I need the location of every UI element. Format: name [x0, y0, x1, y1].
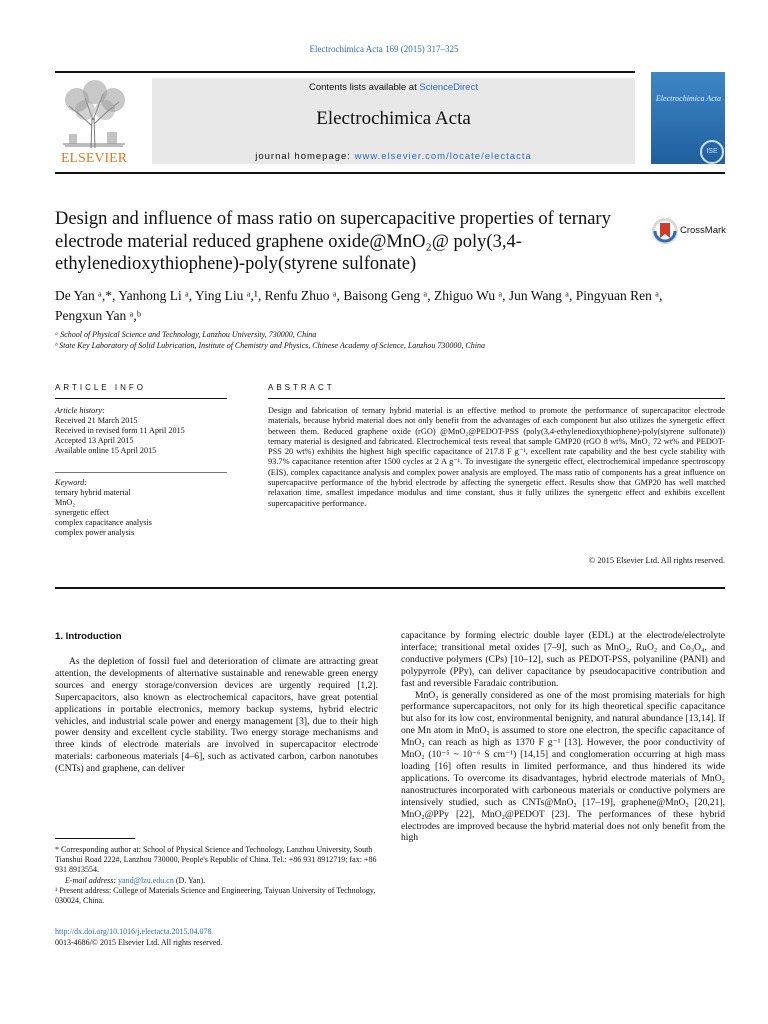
- affiliation-b: ᵇ State Key Laboratory of Solid Lubrication, Institute of Chemistry and Physics, Chinese Academy of Science, Lanzhou 730000, China: [55, 341, 485, 350]
- email-note: [55, 876, 380, 886]
- present-address-note: ¹ Present address: College of Materials Science and Engineering, Taiyuan University of Technology, 030024, China.: [55, 885, 376, 906]
- body-column-left: [55, 656, 378, 775]
- body-separator-rule: [55, 587, 725, 589]
- article-info-heading: ARTICLE INFO: [55, 383, 146, 392]
- doi-block: [55, 927, 222, 948]
- footnotes: [55, 845, 380, 906]
- sciencedirect-link[interactable]: ScienceDirect: [419, 82, 478, 93]
- email-suffix: (D. Yan).: [175, 875, 206, 885]
- elsevier-logo: [55, 78, 133, 164]
- history-item: Available online 15 April 2015: [55, 446, 157, 455]
- abstract-text: Design and fabrication of ternary hybrid material is an effective method to promote the performance of supercapacitor electrode materials, because hybrid material does not only benefit from the advantages of each component but also utilizes the synergetic effect between them. Reduced graphene oxide (rGO) @MnO₂@PEDOT-PSS (poly(3,4-ethylenedioxythiophene)-poly(styrene sulfonate)) ternary material is designed and fabricated. Electrochemical tests reveal that sample GMP20 (rGO 8 wt%, MnO₂ 72 wt% and PEDOT-PSS 20 wt%) exhibits the highest high specific capacitance of 217.8 F g⁻¹, excellent rate capability and the best cycle stability with 93.7% capacitance retention after 1500 cycles at 2 A g⁻¹. To investigate the synergetic effect, electrochemical impedance spectroscopy (EIS), complex capacitance analysis and complex power analysis are employed. The mass ratio of components has a great influence on supercapacitve performance of the hybrid electrode by affecting the synergetic effect. Results show that GMP20 has well matched relaxation time, smallest impedance modulus and time constant, thus it fully utilizes the synergetic effect and exhibits excellent supercapacitive performance.: [268, 406, 725, 508]
- journal-title: Electrochimica Acta: [316, 108, 471, 129]
- history-item: Accepted 13 April 2015: [55, 436, 134, 445]
- intro-paragraph: As the depletion of fossil fuel and deterioration of climate are attracting great attention, the developments of alternative sustainable and renewable green energy sources and energy storage/conversion devices are urgently required [1,2]. Supercapacitors, also known as electrochemical capacitors, have great potential applications in portable electronics, memory backup systems, hybrid electric vehicles, and industrial scale power and energy management [3], due to their high power density and excellent cycle stability. Two energy storage mechanisms and three kinds of electrode materials are involved in supercapacitor electrode materials: carboneous materials [4–6], such as activated carbon, carbon nanotubes (CNTs) and graphene, can deliver: [55, 656, 378, 775]
- email-link[interactable]: yand@lzu.edu.cn: [118, 875, 174, 885]
- intro-paragraph: capacitance by forming electric double layer (EDL) at the electrode/electrolyte interface; transitional metal oxides [7–9], such as MnO₂, RuO₂ and Co₃O₄, and conductive polymers (CPs) [10–12], such as PEDOT-PSS, polyaniline (PANI) and polypyrrole (PPy), can deliver capacitance by pseudocapacitive contribution and fast and reversible Faradaic contribution.: [401, 630, 725, 689]
- keyword-item: MnO₂: [55, 498, 76, 507]
- abstract-copyright: © 2015 Elsevier Ltd. All rights reserved.: [588, 556, 725, 565]
- homepage-line: [152, 151, 635, 162]
- keyword-item: ternary hybrid material: [55, 488, 131, 497]
- author-list: De Yan ᵃ,*, Yanhong Li ᵃ, Ying Liu ᵃ,¹, Renfu Zhuo ᵃ, Baisong Geng ᵃ, Zhiguo Wu ᵃ, Jun Wang ᵃ, Pingyuan Ren ᵃ, Pengxun Yan ᵃ,ᵇ: [55, 288, 663, 323]
- crossmark-label[interactable]: CrossMark: [680, 225, 726, 236]
- contents-line: [152, 82, 635, 93]
- email-label: E-mail address:: [65, 875, 117, 885]
- journal-reference[interactable]: Electrochimica Acta 169 (2015) 317–325: [309, 44, 459, 54]
- doi-link[interactable]: http://dx.doi.org/10.1016/j.electacta.2015.04.078: [55, 927, 212, 936]
- abstract-heading: ABSTRACT: [268, 383, 335, 392]
- header-bottom-rule: [55, 172, 725, 174]
- homepage-prefix: journal homepage:: [255, 151, 355, 162]
- affiliations: [55, 329, 675, 351]
- abstract-rule: [268, 398, 725, 399]
- corresponding-author-note: * Corresponding author at: School of Physical Science and Technology, Lanzhou University, South Tianshui Road 222#, Lanzhou 730000, People's Republic of China. Tel.: +86 931 8912719; fax: +86 931 8913554.: [55, 845, 377, 875]
- keywords-rule: [55, 472, 227, 473]
- crossmark-icon[interactable]: [651, 216, 679, 251]
- keyword-item: complex capacitance analysis: [55, 518, 152, 527]
- body-column-right: [401, 630, 725, 844]
- keywords-label: Keyword:: [55, 478, 87, 487]
- article-info-rule: [55, 398, 227, 399]
- svg-text:ELSEVIER: ELSEVIER: [60, 151, 128, 164]
- keyword-list: [55, 478, 227, 538]
- cover-title: Electrochimica Acta: [655, 94, 721, 103]
- section-heading-introduction: 1. Introduction: [55, 631, 122, 642]
- header-top-rule: [55, 71, 635, 73]
- history-label: Article history:: [55, 406, 105, 415]
- affiliation-a: ᵃ School of Physical Science and Technology, Lanzhou University, 730000, China: [55, 330, 317, 339]
- cover-badge: ISE: [700, 140, 724, 164]
- history-item: Received in revised form 11 April 2015: [55, 426, 185, 435]
- keyword-item: complex power analysis: [55, 528, 135, 537]
- intro-paragraph: MnO₂ is generally considered as one of the most promising materials for high performance supercapacitors, not only for its high theoretical specific capacitance but also for its low cost, environmental benignity, and natural abundance [13,14]. If one Mn atom in MnO₂ is assumed to store one electron, the specific capacitance of MnO₂ can reach as high as 1370 F g⁻¹ [13]. However, the poor conductivity of MnO₂ (10⁻⁵ ~ 10⁻⁶ S cm⁻¹) [14,15] and conglomeration occurring at high mass loading [16] often results in limited performance, and thus hindered its wide applications. To overcome its disadvantages, hybrid electrode materials of MnO₂ nanostructures incorporated with carboneous materials or conductive polymers are intensively studied, such as CNTs@MnO₂ [17–19], graphene@MnO₂ [20,21], MnO₂@PPy [22], MnO₂@PEDOT [23]. The performances of these hybrid electrodes are improved because the hybrid material does not only benefit from the high: [401, 689, 725, 844]
- article-history: [55, 406, 227, 456]
- contents-prefix: Contents lists available at: [309, 82, 420, 93]
- history-item: Received 21 March 2015: [55, 416, 138, 425]
- issn-line: 0013-4686/© 2015 Elsevier Ltd. All rights reserved.: [55, 937, 223, 947]
- homepage-link[interactable]: www.elsevier.com/locate/electacta: [354, 151, 532, 162]
- keyword-item: synergetic effect: [55, 508, 110, 517]
- footnote-rule: [55, 838, 135, 839]
- paper-title: Design and influence of mass ratio on supercapacitive properties of ternary electrode material reduced graphene oxide@MnO₂@ poly(3,4-ethylenedioxythiophene)-poly(styrene sulfonate): [55, 209, 611, 274]
